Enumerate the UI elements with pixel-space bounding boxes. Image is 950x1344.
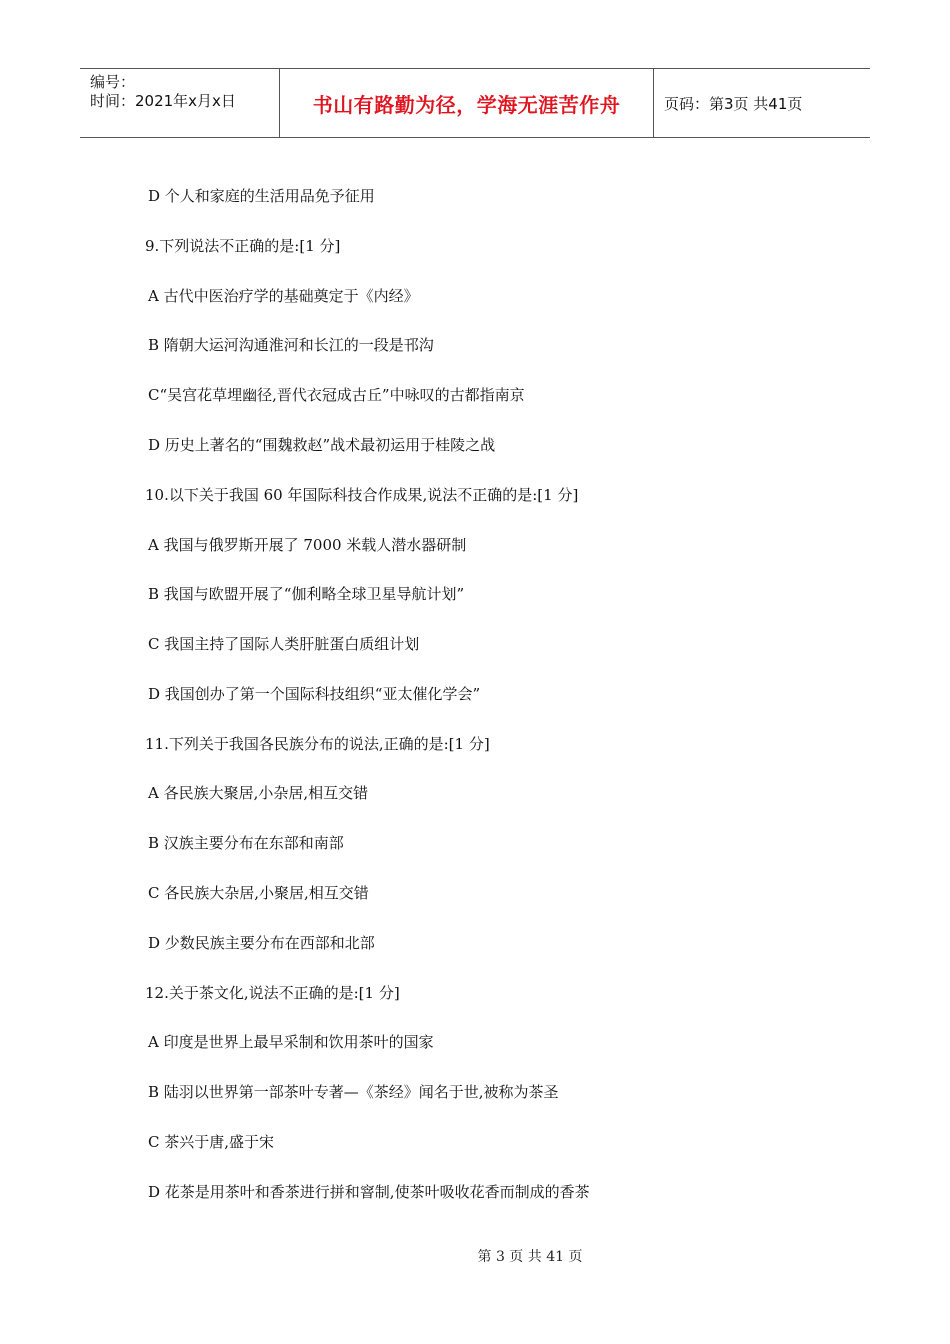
option-line: D 少数民族主要分布在西部和北部 (148, 934, 375, 952)
option-line: B 陆羽以世界第一部茶叶专著—《茶经》闻名于世,被称为茶圣 (148, 1083, 559, 1101)
header-page-info: 页码：第3页 共41页 (664, 94, 803, 113)
option-line: D 个人和家庭的生活用品免予征用 (148, 187, 375, 205)
question-line: 10.以下关于我国 60 年国际科技合作成果,说法不正确的是:[1 分] (145, 486, 579, 504)
question-line: 11.下列关于我国各民族分布的说法,正确的是:[1 分] (145, 735, 490, 753)
option-line: A 我国与俄罗斯开展了 7000 米载人潜水器研制 (148, 536, 467, 554)
option-line: D 历史上著名的“围魏救赵”战术最初运用于桂陵之战 (148, 436, 496, 454)
page-header (80, 68, 870, 138)
option-line: D 我国创办了第一个国际科技组织“亚太催化学会” (148, 685, 481, 703)
number-label: 编号： (90, 73, 136, 91)
header-meta (80, 69, 280, 137)
option-line: C“吴宫花草埋幽径,晋代衣冠成古丘”中咏叹的古都指南京 (148, 386, 525, 404)
option-line: B 我国与欧盟开展了“伽利略全球卫星导航计划” (148, 585, 465, 603)
option-line: B 隋朝大运河沟通淮河和长江的一段是邗沟 (148, 336, 434, 354)
option-line: C 我国主持了国际人类肝脏蛋白质组计划 (148, 635, 420, 653)
question-line: 12.关于茶文化,说法不正确的是:[1 分] (145, 984, 400, 1002)
option-line: A 各民族大聚居,小杂居,相互交错 (148, 784, 369, 802)
option-line: A 印度是世界上最早采制和饮用茶叶的国家 (148, 1033, 434, 1051)
option-line: C 各民族大杂居,小聚居,相互交错 (148, 884, 369, 902)
option-line: A 古代中医治疗学的基础奠定于《内经》 (148, 287, 419, 305)
question-line: 9.下列说法不正确的是:[1 分] (145, 237, 341, 255)
header-motto: 书山有路勤为径，学海无涯苦作舟 (280, 69, 654, 137)
option-line: C 茶兴于唐,盛于宋 (148, 1133, 275, 1151)
option-line: B 汉族主要分布在东部和南部 (148, 834, 344, 852)
option-line: D 花茶是用茶叶和香茶进行拼和窨制,使茶叶吸收花香而制成的香茶 (148, 1183, 590, 1201)
time-label: 时间：2021年x月x日 (90, 92, 236, 110)
page-footer: 第 3 页 共 41 页 (477, 1249, 583, 1265)
